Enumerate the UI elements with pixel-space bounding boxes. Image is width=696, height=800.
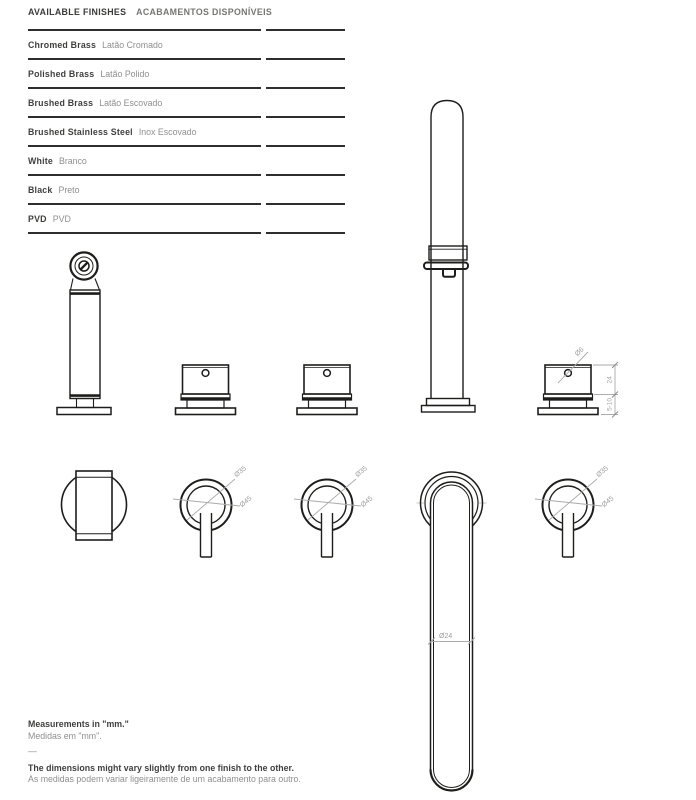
dim-label-pin-diameter: Ø6 [573,346,586,358]
finish-name-pt: Branco [58,155,87,166]
finish-name-en: Polished Brass [28,68,95,79]
handle-pin-hole [324,370,331,377]
dim-label-deck-range: 5-10 [606,398,614,411]
finish-name-en: Brushed Brass [28,97,94,108]
note-variance-en: The dimensions might vary slightly from one finish to the other. [28,762,294,773]
tall-mixer-elevation [422,101,476,413]
footer-notes [28,719,301,786]
aerator [443,269,455,277]
dim-label-inner-diameter: Ø35 [233,465,248,480]
handle-elevation-1 [176,365,236,415]
finish-name-pt: Latão Escovado [99,97,163,108]
finish-name-en: Brushed Stainless Steel [28,126,133,137]
finish-name-en: White [28,155,53,166]
finish-name-en: PVD [28,213,47,224]
note-divider: — [28,746,37,756]
finish-name-pt: Latão Cromado [102,39,163,50]
screw-slot [80,262,88,270]
dim-label-outer-diameter: Ø45 [600,495,616,510]
note-variance-pt: As medidas podem variar ligeiramente de um acabamento para outro. [28,774,301,784]
finish-name-pt: Inox Escovado [138,126,197,137]
handle-elevation-dimensioned [538,346,618,417]
handle-elevation-2 [297,365,357,415]
dim-label-handle-height: 24 [606,376,614,384]
finish-name-pt: Preto [58,184,80,195]
handle-plan-1 [173,465,254,557]
handle-pin-hole [202,370,209,377]
dim-label-outer-diameter: Ø45 [359,495,375,510]
page-title-en: AVAILABLE FINISHES [28,7,127,17]
finish-name-pt: Latão Polido [100,68,150,79]
finish-name-pt: PVD [52,213,71,224]
note-measurements-pt: Medidas em "mm". [28,730,102,741]
finish-name-en: Black [28,184,53,195]
dim-label-spout-diameter: Ø24 [439,633,453,640]
dim-label-inner-diameter: Ø35 [354,465,369,480]
tall-mixer-plan [417,472,487,791]
note-measurements-en: Measurements in "mm." [28,719,129,729]
handle-plan-3 [535,465,616,557]
handle-plan-2 [294,465,375,557]
side-spout-elevation [57,252,111,414]
page-title-pt: ACABAMENTOS DISPONÍVEIS [136,7,273,17]
side-spout-plan [62,471,127,540]
dim-label-outer-diameter: Ø45 [238,495,254,510]
dim-label-inner-diameter: Ø35 [595,465,610,480]
finish-name-en: Chromed Brass [28,39,97,50]
